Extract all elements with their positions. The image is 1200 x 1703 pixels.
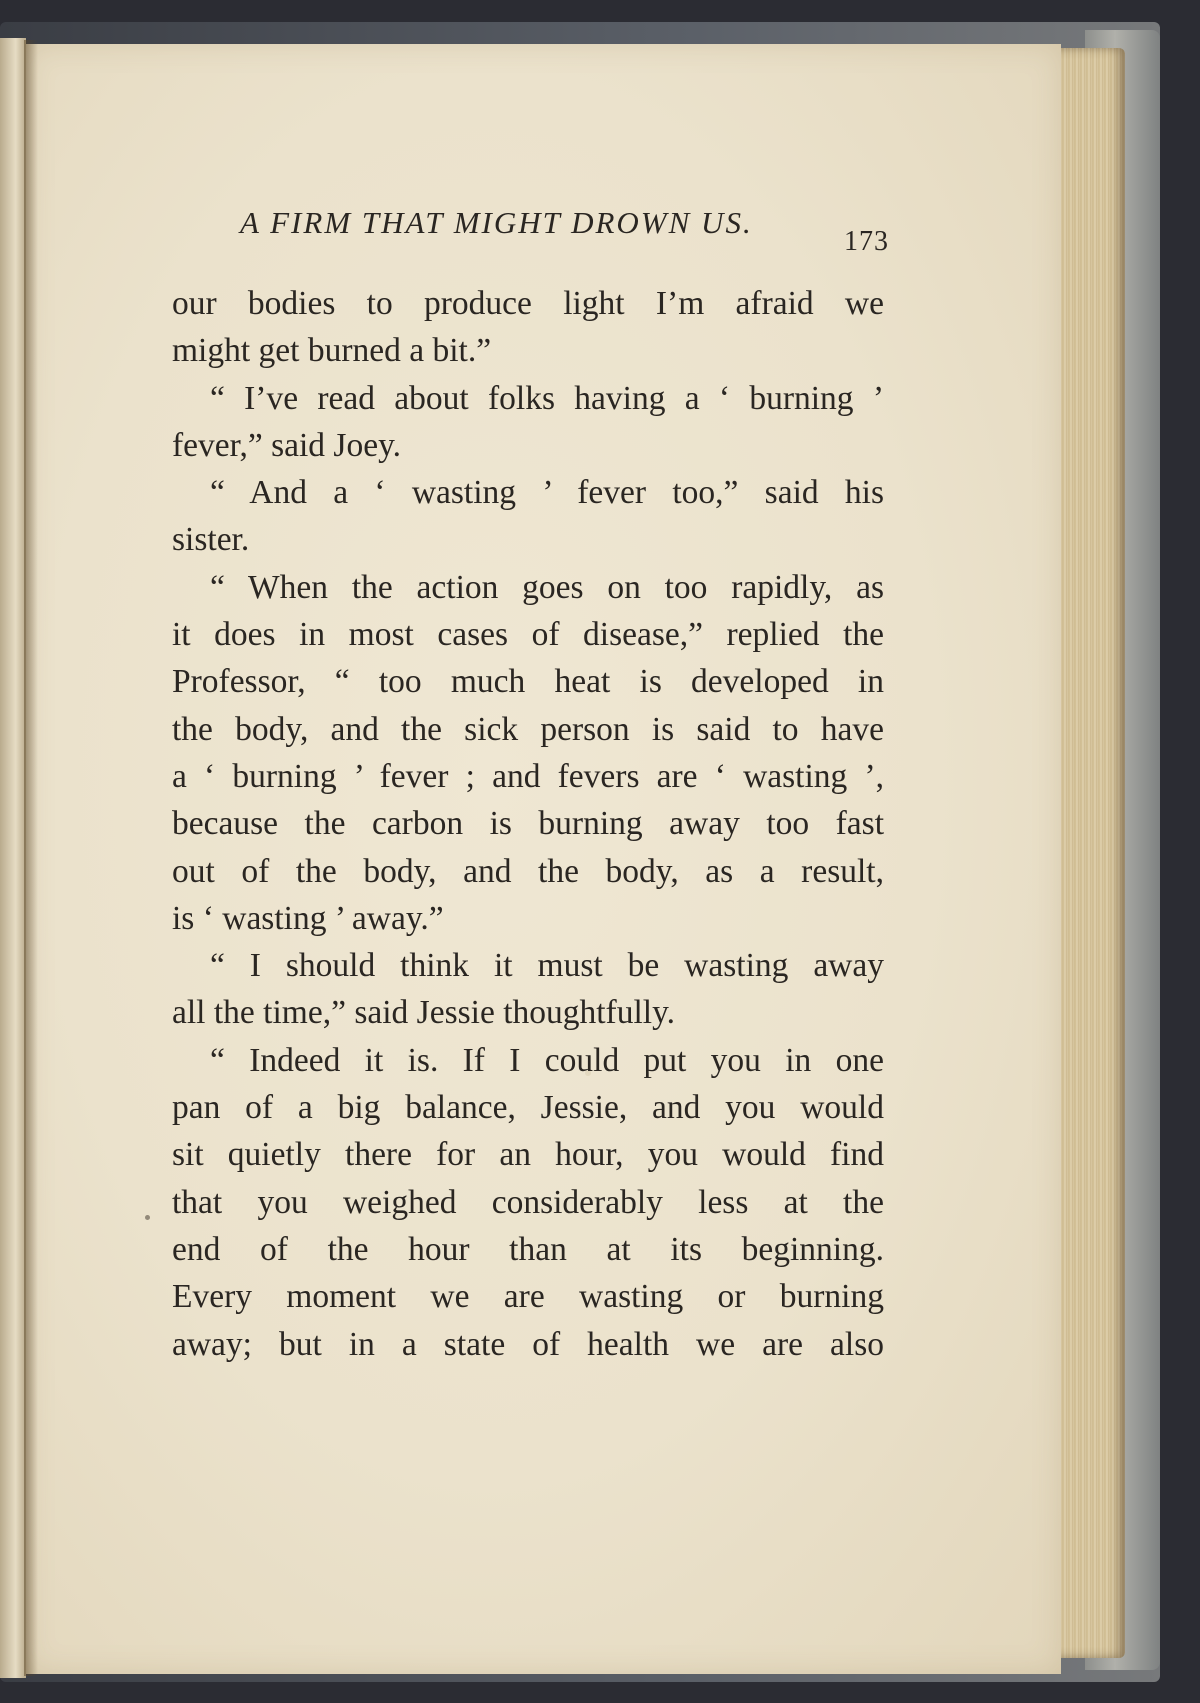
text-line: sit quietly there for an hour, you would find <box>172 1136 884 1174</box>
text-line: sister. <box>172 521 250 559</box>
gutter-shadow <box>24 40 38 1676</box>
text-line: Professor, “ too much heat is developed in <box>172 663 884 701</box>
text-line: Every moment we are wasting or burning <box>172 1278 884 1316</box>
text-line: all the time,” said Jessie thoughtfully. <box>172 994 676 1032</box>
text-line: “ And a ‘ wasting ’ fever too,” said his <box>210 474 884 512</box>
text-line: because the carbon is burning away too fast <box>172 805 884 843</box>
text-line: pan of a big balance, Jessie, and you would <box>172 1089 884 1127</box>
text-line: fever,” said Joey. <box>172 426 402 464</box>
text-line: a ‘ burning ’ fever ; and fevers are ‘ wasting ’, <box>172 757 884 795</box>
text-line: out of the body, and the body, as a result, <box>172 852 884 890</box>
page-speck <box>145 1215 150 1220</box>
page-number: 173 <box>844 226 889 257</box>
text-line: “ Indeed it is. If I could put you in one <box>210 1041 884 1079</box>
text-line: might get burned a bit.” <box>172 332 492 370</box>
running-head: A FIRM THAT MIGHT DROWN US. <box>240 205 753 240</box>
previous-page-edge <box>0 38 26 1678</box>
body-text <box>172 280 884 1368</box>
text-line: “ When the action goes on too rapidly, as <box>210 568 884 606</box>
text-line: away; but in a state of health we are also <box>172 1325 884 1363</box>
text-line: end of the hour than at its beginning. <box>172 1230 884 1268</box>
text-line: that you weighed considerably less at the <box>172 1183 884 1221</box>
text-line: it does in most cases of disease,” replied the <box>172 616 884 654</box>
text-line: the body, and the sick person is said to have <box>172 710 884 748</box>
text-line: our bodies to produce light I’m afraid we <box>172 285 884 322</box>
text-line: is ‘ wasting ’ away.” <box>172 899 444 937</box>
page-edges <box>1055 48 1125 1658</box>
text-line: “ I’ve read about folks having a ‘ burning ’ <box>210 379 884 417</box>
text-line: “ I should think it must be wasting away <box>210 947 884 985</box>
